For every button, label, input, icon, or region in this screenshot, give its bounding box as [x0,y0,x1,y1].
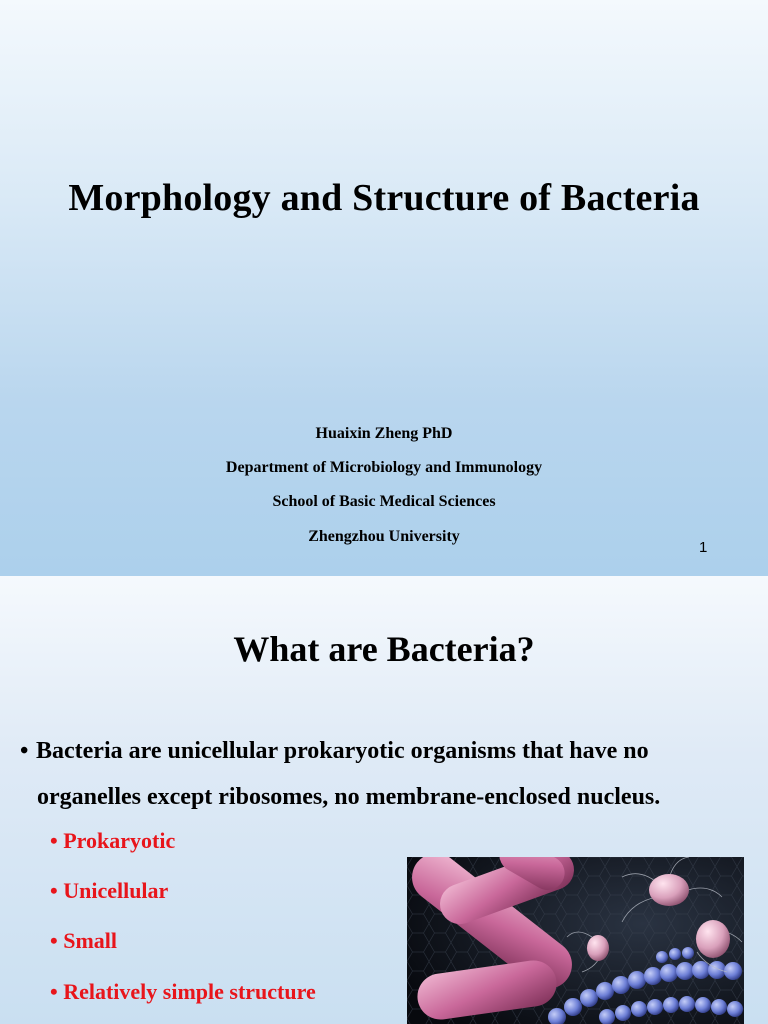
slide-2 [0,576,768,1024]
sub-bullet-simple-structure: • Relatively simple structure [50,979,316,1004]
main-bullet-line-2: organelles except ribosomes, no membrane-enclosed nucleus. [37,784,661,810]
sub-bullet-small: • Small [50,928,117,953]
sub-bullet-unicellular: • Unicellular [50,878,169,903]
slide-1-title: Morphology and Structure of Bacteria [68,177,700,219]
bullet-marker: • [20,738,29,764]
university-name: Zhengzhou University [308,528,460,545]
sub-bullet-prokaryotic: • Prokaryotic [50,828,176,853]
slide-2-title: What are Bacteria? [233,629,535,669]
department-name: Department of Microbiology and Immunology [225,459,543,476]
school-name: School of Basic Medical Sciences [272,493,496,510]
main-bullet [20,728,750,820]
main-bullet-line-1: Bacteria are unicellular prokaryotic organisms that have no [36,738,649,764]
bacteria-illustration-icon [407,857,744,1024]
page-number: 1 [699,539,708,556]
bacteria-micrograph-image [407,857,744,1024]
author-name: Huaixin Zheng PhD [315,425,453,442]
